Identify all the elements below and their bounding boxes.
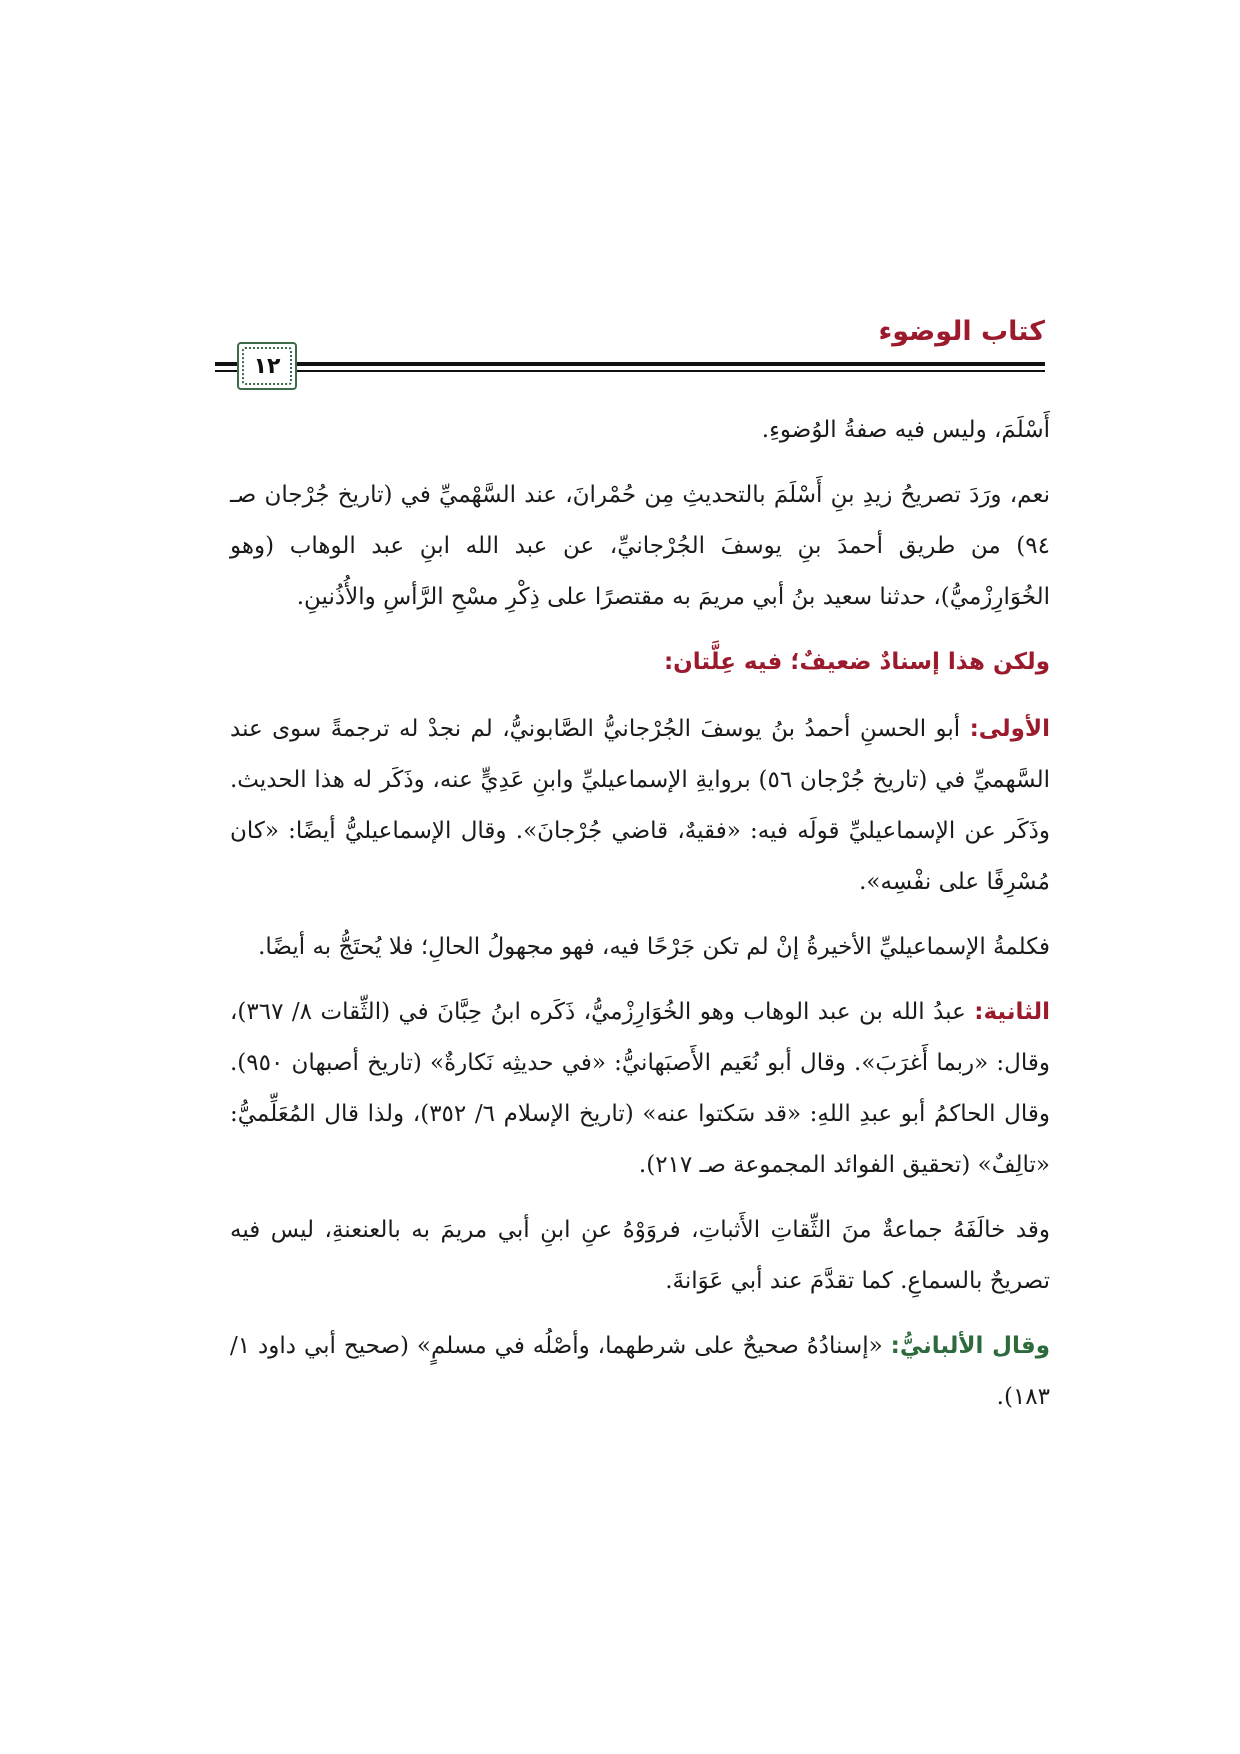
second-defect-text: عبدُ الله بن عبد الوهاب وهو الخُوَارِزْميُّ، ذَكَره ابنُ حِبَّانَ في (الثِّقات ٨/ ٣٦٧)، وقال: «ربما أَغرَبَ». وقال أبو نُعَيم الأَصبَهانيُّ: «في حديثِه نَكارةٌ» (تاريخ أصبهان ٩٥٠). وقال الحاكمُ أبو عبدِ اللهِ: «قد سَكتوا عنه» (تاريخ الإسلام ٦/ ٣٥٢)، ولذا قال المُعَلِّميُّ: «تالِفٌ» (تحقيق الفوائد المجموعة صـ ٢١٧).	[230, 999, 1050, 1178]
header-rule-thin	[215, 370, 1045, 372]
paragraph-albani	[230, 1321, 1050, 1423]
paragraph-first-defect-conclusion: فكلمةُ الإسماعيليِّ الأخيرةُ إنْ لم تكن جَرْحًا فيه، فهو مجهولُ الحالِ؛ فلا يُحتَجُّ به أيضًا.	[258, 934, 1050, 960]
book-title: كتاب الوضوء	[878, 316, 1045, 347]
second-defect-label: الثانية:	[974, 999, 1050, 1025]
page-number: ١٢	[242, 347, 292, 385]
first-defect-text: أبو الحسنِ أحمدُ بنُ يوسفَ الجُرْجانيُّ الصَّابونيُّ، لم نجدْ له ترجمةً سوى عند السَّهميِّ في (تاريخ جُرْجان ٥٦) بروايةِ الإسماعيليِّ وابنِ عَدِيٍّ عنه، وذَكَر له هذا الحديث. وذَكَر عن الإسماعيليِّ قولَه فيه: «فقيهٌ، قاضي جُرْجانَ». وقال الإسماعيليُّ أيضًا: «كان مُسْرِفًا على نفْسِه».	[230, 716, 1050, 895]
albani-label: وقال الألبانيُّ:	[890, 1333, 1050, 1359]
paragraph-second-defect	[230, 987, 1050, 1191]
paragraph-disagreement: وقد خالَفَهُ جماعةٌ منَ الثِّقاتِ الأَثباتِ، فروَوْهُ عنِ ابنِ أبي مريمَ به بالعنعنةِ، ليس فيه تصريحٌ بالسماعِ. كما تقدَّمَ عند أبي عَوَانةَ.	[230, 1217, 1050, 1294]
page-number-badge	[237, 342, 297, 390]
page-header	[215, 316, 1045, 396]
paragraph-tahdith: نعم، ورَدَ تصريحُ زيدِ بنِ أَسْلَمَ بالتحديثِ مِن حُمْرانَ، عند السَّهْميِّ في (تاريخ جُرْجان صـ ٩٤) من طريق أحمدَ بنِ يوسفَ الجُرْجانيِّ، عن عبد الله ابنِ عبد الوهاب (وهو الخُوَارِزْميُّ)، حدثنا سعيد بنُ أبي مريمَ به مقتصرًا على ذِكْرِ مسْحِ الرَّأسِ والأُذُنينِ.	[230, 482, 1050, 610]
first-defect-label: الأولى:	[969, 716, 1050, 742]
page-body	[230, 405, 1050, 1427]
paragraph-intro: أَسْلَمَ، وليس فيه صفةُ الوُضوءِ.	[761, 417, 1050, 443]
albani-text: «إسنادُهُ صحيحٌ على شرطهما، وأصْلُه في مسلمٍ» (صحيح أبي داود ١/ ١٨٣).	[230, 1333, 1050, 1410]
header-rule-thick	[215, 362, 1045, 366]
section-heading: ولكن هذا إسنادٌ ضعيفٌ؛ فيه عِلَّتان:	[663, 649, 1050, 675]
paragraph-first-defect	[230, 704, 1050, 908]
